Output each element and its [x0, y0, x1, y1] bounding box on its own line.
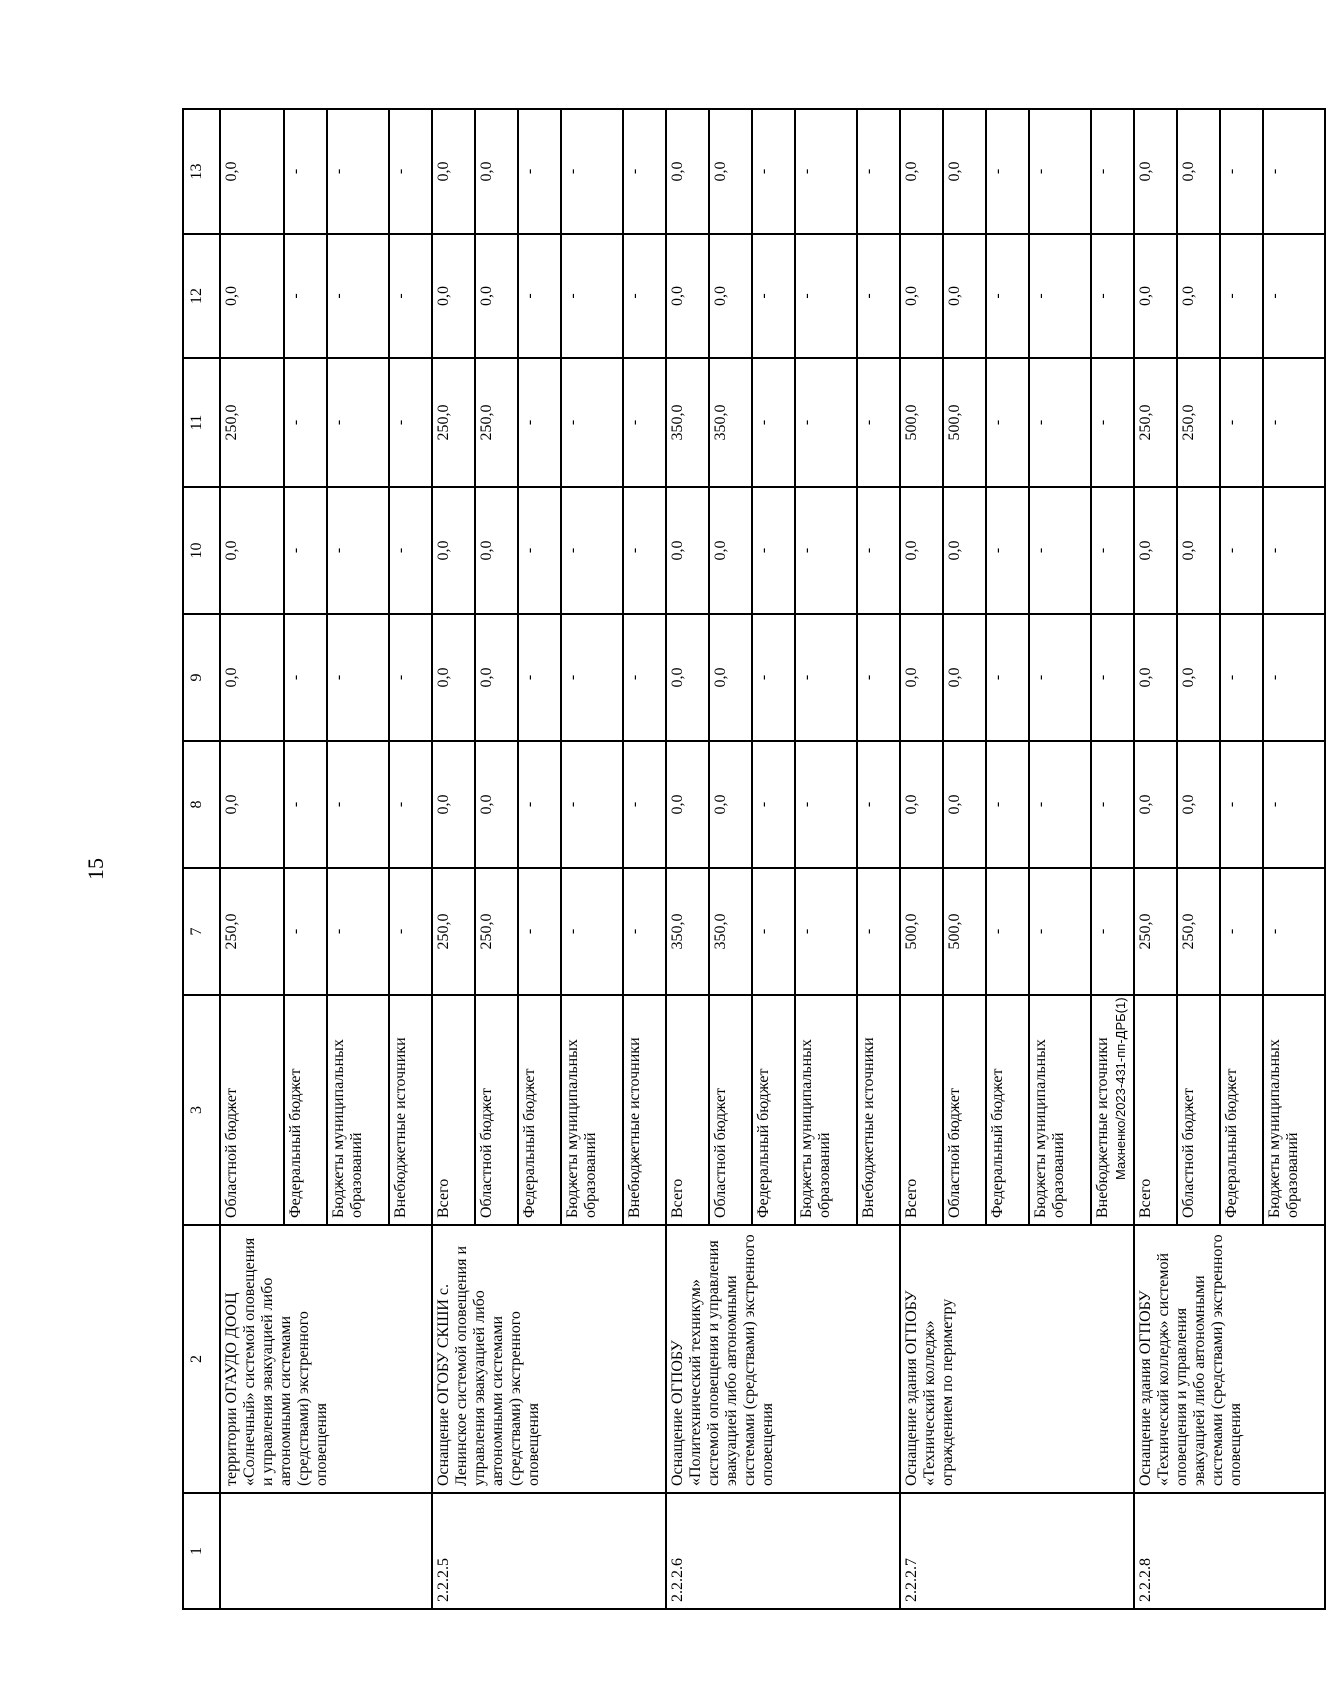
funding-source: Внебюджетные источники [857, 995, 900, 1225]
amount-cell: 0,0 [432, 487, 475, 614]
funding-source: Федеральный бюджет [752, 995, 795, 1225]
table-row [432, 109, 475, 1609]
column-header: 7 [183, 868, 220, 995]
item-description: Оснащение ОГОБУ СКШИ с. Ленинское системой оповещения и управления эвакуацией либо автономными системами (средствами) экстренного оповещения [432, 1225, 666, 1493]
amount-cell: - [623, 109, 666, 234]
amount-cell: - [1029, 487, 1091, 614]
amount-cell: - [518, 741, 561, 868]
amount-cell: - [1263, 614, 1325, 741]
funding-source: Всего [900, 995, 943, 1225]
amount-cell: 250,0 [1134, 358, 1177, 487]
amount-cell: - [857, 234, 900, 358]
funding-source: Бюджеты муниципальных образований [327, 995, 389, 1225]
column-header: 12 [183, 234, 220, 358]
amount-cell: - [1263, 109, 1325, 234]
amount-cell: 250,0 [1177, 358, 1220, 487]
amount-cell: 250,0 [432, 868, 475, 995]
amount-cell: - [1029, 358, 1091, 487]
amount-cell: - [623, 868, 666, 995]
column-header: 13 [183, 109, 220, 234]
amount-cell: 0,0 [709, 109, 752, 234]
amount-cell: - [1220, 109, 1263, 234]
amount-cell: 0,0 [943, 614, 986, 741]
amount-cell: - [1029, 109, 1091, 234]
amount-cell: - [1029, 614, 1091, 741]
amount-cell: - [623, 741, 666, 868]
amount-cell: - [752, 234, 795, 358]
amount-cell: 0,0 [1134, 487, 1177, 614]
amount-cell: 250,0 [1177, 868, 1220, 995]
amount-cell: - [795, 234, 857, 358]
funding-source: Бюджеты муниципальных образований [1029, 995, 1091, 1225]
amount-cell: 0,0 [900, 487, 943, 614]
amount-cell: 350,0 [666, 358, 709, 487]
amount-cell: - [518, 234, 561, 358]
amount-cell: - [1029, 741, 1091, 868]
table-row [1134, 109, 1177, 1609]
amount-cell: - [857, 741, 900, 868]
amount-cell: - [986, 109, 1029, 234]
funding-source: Всего [666, 995, 709, 1225]
amount-cell: - [284, 358, 327, 487]
amount-cell: - [389, 358, 432, 487]
amount-cell: - [1220, 741, 1263, 868]
amount-cell: - [1029, 868, 1091, 995]
budget-table [182, 108, 1326, 1610]
amount-cell: - [986, 234, 1029, 358]
funding-source: Бюджеты муниципальных образований [1263, 995, 1325, 1225]
funding-source: Внебюджетные источники [389, 995, 432, 1225]
amount-cell: 0,0 [666, 741, 709, 868]
amount-cell: - [327, 741, 389, 868]
amount-cell: - [389, 868, 432, 995]
amount-cell: - [561, 109, 623, 234]
item-code [220, 1493, 432, 1609]
amount-cell: - [561, 614, 623, 741]
amount-cell: - [327, 358, 389, 487]
funding-source: Областной бюджет [475, 995, 518, 1225]
amount-cell: 0,0 [475, 234, 518, 358]
amount-cell: - [389, 487, 432, 614]
amount-cell: - [389, 109, 432, 234]
amount-cell: - [1263, 358, 1325, 487]
amount-cell: - [1091, 868, 1134, 995]
funding-source: Областной бюджет [220, 995, 284, 1225]
amount-cell: 0,0 [943, 234, 986, 358]
amount-cell: - [795, 614, 857, 741]
amount-cell: - [1220, 614, 1263, 741]
amount-cell: 350,0 [709, 868, 752, 995]
amount-cell: 0,0 [1177, 614, 1220, 741]
amount-cell: 0,0 [432, 614, 475, 741]
amount-cell: - [795, 741, 857, 868]
amount-cell: 0,0 [943, 109, 986, 234]
amount-cell: - [1029, 234, 1091, 358]
amount-cell: - [795, 487, 857, 614]
amount-cell: - [518, 614, 561, 741]
amount-cell: 0,0 [432, 234, 475, 358]
amount-cell: 0,0 [1177, 109, 1220, 234]
column-header: 8 [183, 741, 220, 868]
funding-source: Бюджеты муниципальных образований [561, 995, 623, 1225]
amount-cell: 500,0 [943, 868, 986, 995]
amount-cell: - [1091, 234, 1134, 358]
amount-cell: - [857, 109, 900, 234]
amount-cell: 0,0 [709, 614, 752, 741]
amount-cell: - [857, 868, 900, 995]
funding-source: Всего [432, 995, 475, 1225]
funding-source: Бюджеты муниципальных образований [795, 995, 857, 1225]
amount-cell: 0,0 [220, 614, 284, 741]
amount-cell: - [327, 614, 389, 741]
amount-cell: 0,0 [432, 109, 475, 234]
amount-cell: - [561, 741, 623, 868]
amount-cell: - [284, 234, 327, 358]
column-header: 10 [183, 487, 220, 614]
amount-cell: - [795, 358, 857, 487]
amount-cell: 0,0 [475, 614, 518, 741]
table-header-row [183, 109, 220, 1609]
amount-cell: - [986, 487, 1029, 614]
item-code: 2.2.2.6 [666, 1493, 900, 1609]
amount-cell: 0,0 [220, 741, 284, 868]
amount-cell: - [623, 234, 666, 358]
amount-cell: 0,0 [943, 487, 986, 614]
amount-cell: - [1091, 614, 1134, 741]
amount-cell: - [857, 614, 900, 741]
amount-cell: - [795, 109, 857, 234]
column-header: 1 [183, 1493, 220, 1609]
amount-cell: 250,0 [220, 358, 284, 487]
amount-cell: - [561, 358, 623, 487]
amount-cell: - [518, 868, 561, 995]
amount-cell: 0,0 [666, 234, 709, 358]
amount-cell: - [752, 487, 795, 614]
amount-cell: - [986, 358, 1029, 487]
funding-source: Федеральный бюджет [518, 995, 561, 1225]
amount-cell: 0,0 [432, 741, 475, 868]
amount-cell: 0,0 [1177, 741, 1220, 868]
funding-source: Федеральный бюджет [284, 995, 327, 1225]
amount-cell: 0,0 [709, 487, 752, 614]
amount-cell: 0,0 [1134, 741, 1177, 868]
funding-source: Областной бюджет [943, 995, 986, 1225]
item-code: 2.2.2.5 [432, 1493, 666, 1609]
amount-cell: 0,0 [1134, 614, 1177, 741]
amount-cell: - [327, 487, 389, 614]
amount-cell: - [623, 358, 666, 487]
amount-cell: 250,0 [1134, 868, 1177, 995]
amount-cell: - [986, 741, 1029, 868]
amount-cell: 0,0 [1134, 234, 1177, 358]
amount-cell: - [284, 487, 327, 614]
amount-cell: - [1091, 741, 1134, 868]
amount-cell: 0,0 [1177, 234, 1220, 358]
page-number: 15 [83, 858, 108, 880]
amount-cell: 0,0 [220, 234, 284, 358]
amount-cell: - [327, 868, 389, 995]
amount-cell: - [518, 109, 561, 234]
amount-cell: - [1220, 487, 1263, 614]
amount-cell: - [1220, 358, 1263, 487]
amount-cell: - [1263, 487, 1325, 614]
funding-source: Внебюджетные источники [623, 995, 666, 1225]
funding-source: Всего [1134, 995, 1177, 1225]
amount-cell: 0,0 [475, 109, 518, 234]
amount-cell: 0,0 [900, 234, 943, 358]
amount-cell: - [623, 614, 666, 741]
amount-cell: - [623, 487, 666, 614]
amount-cell: - [1091, 358, 1134, 487]
amount-cell: 0,0 [666, 109, 709, 234]
amount-cell: - [1263, 868, 1325, 995]
table-row [900, 109, 943, 1609]
amount-cell: 250,0 [475, 358, 518, 487]
document-code: Махненко/2023-431-пп-ДРБ(1) [1113, 997, 1128, 1180]
amount-cell: 0,0 [709, 234, 752, 358]
amount-cell: - [284, 868, 327, 995]
amount-cell: - [327, 234, 389, 358]
amount-cell: 0,0 [900, 109, 943, 234]
amount-cell: - [518, 358, 561, 487]
amount-cell: - [857, 358, 900, 487]
amount-cell: 0,0 [1177, 487, 1220, 614]
amount-cell: - [1091, 487, 1134, 614]
amount-cell: - [284, 614, 327, 741]
amount-cell: 250,0 [432, 358, 475, 487]
amount-cell: - [752, 109, 795, 234]
amount-cell: - [284, 109, 327, 234]
amount-cell: 500,0 [900, 358, 943, 487]
amount-cell: - [1220, 234, 1263, 358]
amount-cell: 0,0 [475, 487, 518, 614]
amount-cell: - [752, 868, 795, 995]
table-row [666, 109, 709, 1609]
column-header: 3 [183, 995, 220, 1225]
amount-cell: - [986, 614, 1029, 741]
amount-cell: - [752, 614, 795, 741]
amount-cell: - [561, 234, 623, 358]
amount-cell: 0,0 [900, 614, 943, 741]
funding-source: Внебюджетные источники [1091, 995, 1134, 1225]
amount-cell: 0,0 [943, 741, 986, 868]
amount-cell: - [795, 868, 857, 995]
column-header: 11 [183, 358, 220, 487]
amount-cell: - [1263, 234, 1325, 358]
amount-cell: 0,0 [666, 487, 709, 614]
funding-source: Федеральный бюджет [1220, 995, 1263, 1225]
amount-cell: - [752, 741, 795, 868]
amount-cell: - [284, 741, 327, 868]
amount-cell: - [518, 487, 561, 614]
item-description: Оснащение здания ОГПОБУ «Технический колледж» ограждением по периметру [900, 1225, 1134, 1493]
amount-cell: - [561, 487, 623, 614]
amount-cell: 0,0 [1134, 109, 1177, 234]
amount-cell: - [389, 234, 432, 358]
amount-cell: - [1091, 109, 1134, 234]
amount-cell: 0,0 [220, 487, 284, 614]
amount-cell: - [327, 109, 389, 234]
amount-cell: 0,0 [666, 614, 709, 741]
amount-cell: 0,0 [709, 741, 752, 868]
item-description: территории ОГАУДО ДООЦ «Солнечный» системой оповещения и управления эвакуацией либо автономными системами (средствами) экстренного оповещения [220, 1225, 432, 1493]
amount-cell: 250,0 [475, 868, 518, 995]
funding-source: Областной бюджет [1177, 995, 1220, 1225]
column-header: 9 [183, 614, 220, 741]
item-code: 2.2.2.7 [900, 1493, 1134, 1609]
table-row [220, 109, 284, 1609]
amount-cell: 0,0 [900, 741, 943, 868]
item-description: Оснащение здания ОГПОБУ «Технический колледж» системой оповещения и управления эвакуацией либо автономными системами (средствами) экстренного оповещения [1134, 1225, 1325, 1493]
amount-cell: 250,0 [220, 868, 284, 995]
amount-cell: - [986, 868, 1029, 995]
amount-cell: 500,0 [900, 868, 943, 995]
amount-cell: - [1263, 741, 1325, 868]
funding-source: Федеральный бюджет [986, 995, 1029, 1225]
item-description: Оснащение ОГПОБУ «Политехнический техникум» системой оповещения и управления эвакуацией либо автономными системами (средствами) экстренного оповещения [666, 1225, 900, 1493]
amount-cell: - [389, 614, 432, 741]
item-code: 2.2.2.8 [1134, 1493, 1325, 1609]
amount-cell: - [752, 358, 795, 487]
amount-cell: 350,0 [709, 358, 752, 487]
amount-cell: 0,0 [220, 109, 284, 234]
amount-cell: 500,0 [943, 358, 986, 487]
amount-cell: 350,0 [666, 868, 709, 995]
table-body [220, 109, 1325, 1609]
column-header: 2 [183, 1225, 220, 1493]
amount-cell: - [389, 741, 432, 868]
amount-cell: - [561, 868, 623, 995]
amount-cell: - [1220, 868, 1263, 995]
amount-cell: 0,0 [475, 741, 518, 868]
amount-cell: - [857, 487, 900, 614]
funding-source: Областной бюджет [709, 995, 752, 1225]
